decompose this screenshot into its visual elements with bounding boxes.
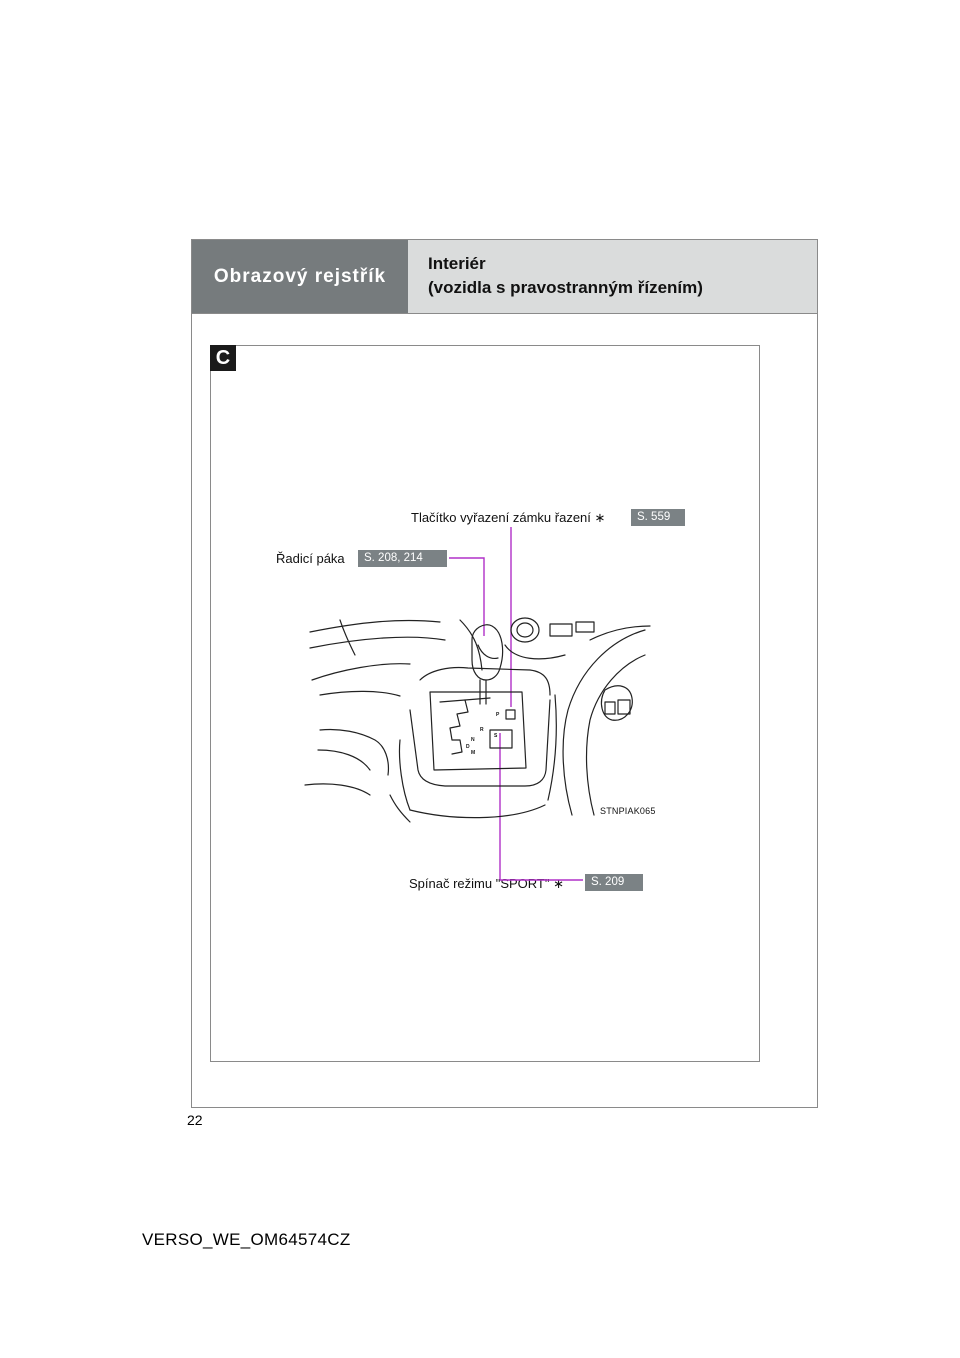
callout-shift-lock-ref[interactable]: S. 559 [631, 509, 685, 526]
callout-shift-lever-ref[interactable]: S. 208, 214 [358, 550, 447, 567]
gear-letter-r: R [480, 727, 484, 733]
page-number: 22 [187, 1112, 203, 1128]
section-letter-badge: C [210, 345, 236, 371]
callout-sport-switch-label: Spínač režimu "SPORT" ∗ [409, 876, 564, 891]
callout-sport-switch-ref[interactable]: S. 209 [585, 874, 643, 891]
figure-code: STNPIAK065 [600, 806, 656, 816]
gear-letter-n: N [471, 737, 475, 743]
gear-letter-m: M [471, 750, 476, 756]
gear-letter-d: D [466, 744, 470, 750]
page-title-line2: (vozidla s pravostranným řízením) [428, 278, 703, 297]
console-illustration [300, 600, 660, 825]
section-title: Obrazový rejstřík [192, 240, 408, 313]
gear-letter-p: P [496, 712, 500, 718]
sport-switch-letter: S [494, 733, 498, 739]
callout-shift-lock-label: Tlačítko vyřazení zámku řazení ∗ [411, 510, 606, 525]
callout-shift-lever-label: Řadicí páka [276, 551, 345, 566]
document-code: VERSO_WE_OM64574CZ [142, 1230, 351, 1249]
page-title-line1: Interiér [428, 254, 486, 273]
